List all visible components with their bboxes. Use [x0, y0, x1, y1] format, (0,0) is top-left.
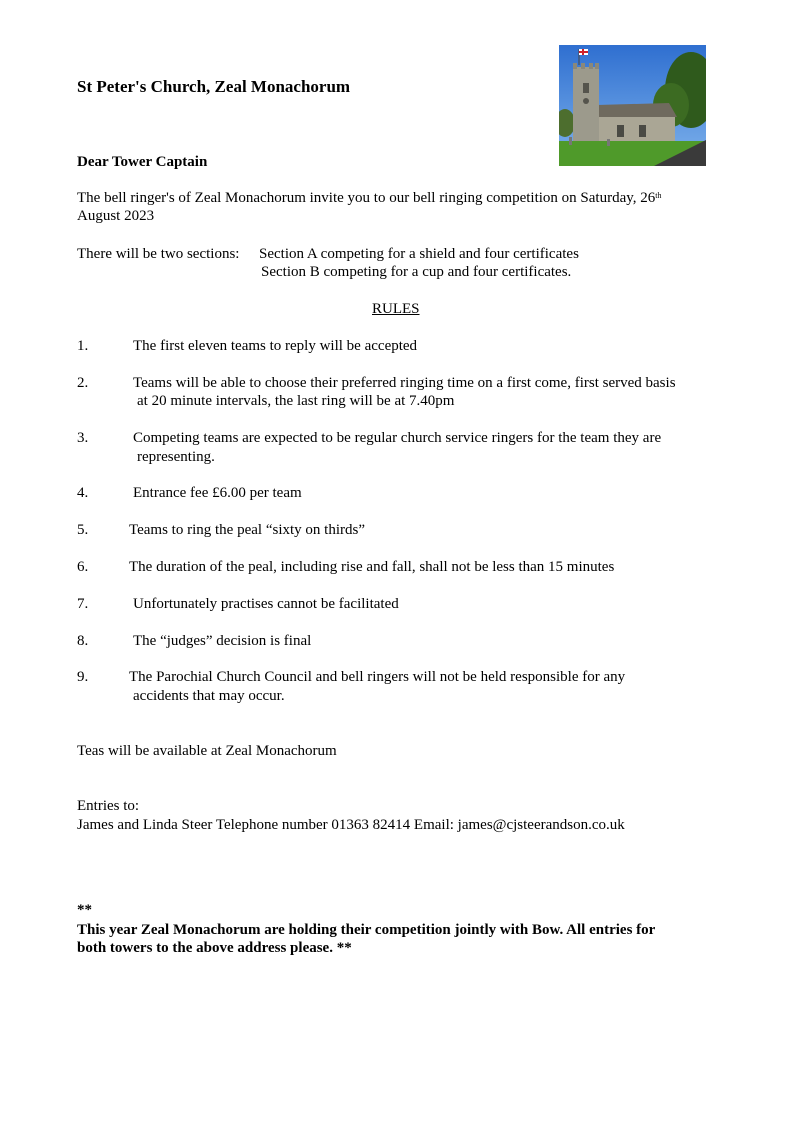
rules-heading: RULES — [372, 301, 420, 317]
intro-line-1 — [77, 189, 662, 207]
rule-number: 3. — [77, 430, 89, 446]
church-photo-icon — [559, 45, 706, 166]
joint-competition-note-continued: both towers to the above address please. ** — [77, 940, 352, 956]
rule-text: The first eleven teams to reply will be accepted — [133, 338, 418, 354]
rule-number: 8. — [77, 633, 89, 649]
rule-text: Entrance fee £6.00 per team — [133, 485, 302, 501]
page-title: St Peter's Church, Zeal Monachorum — [77, 77, 351, 96]
rule-text-continued: accidents that may occur. — [133, 688, 285, 704]
rule-text: Unfortunately practises cannot be facilitated — [133, 596, 399, 612]
rule-number: 1. — [77, 338, 89, 354]
rule-text-continued: at 20 minute intervals, the last ring will be at 7.40pm — [137, 393, 455, 409]
rule-text: The duration of the peal, including rise and fall, shall not be less than 15 minutes — [129, 559, 615, 575]
rule-text: Teams will be able to choose their preferred ringing time on a first come, first served basis — [133, 375, 676, 391]
rule-number: 4. — [77, 485, 89, 501]
section-a: Section A competing for a shield and four certificates — [259, 246, 579, 262]
teas-note: Teas will be available at Zeal Monachorum — [77, 743, 337, 759]
date-suffix: th — [655, 191, 662, 200]
rule-text-continued: representing. — [137, 449, 215, 465]
rule-number: 2. — [77, 375, 89, 391]
rule-number: 9. — [77, 669, 89, 685]
salutation: Dear Tower Captain — [77, 154, 208, 170]
church-photo — [559, 45, 706, 166]
entries-contact: James and Linda Steer Telephone number 01363 82414 Email: james@cjsteerandson.co.uk — [77, 817, 625, 833]
rule-number: 7. — [77, 596, 89, 612]
rule-number: 6. — [77, 559, 89, 575]
rule-text: Competing teams are expected to be regular church service ringers for the team they are — [133, 430, 662, 446]
intro-text: The bell ringer's of Zeal Monachorum invite you to our bell ringing competition on Saturday, 26 — [77, 190, 656, 206]
rule-number: 5. — [77, 522, 89, 538]
section-b: Section B competing for a cup and four certificates. — [261, 264, 572, 280]
rule-text: The Parochial Church Council and bell ringers will not be held responsible for any — [129, 669, 626, 685]
rule-text: Teams to ring the peal “sixty on thirds” — [129, 522, 365, 538]
rule-text: The “judges” decision is final — [133, 633, 312, 649]
joint-competition-note: This year Zeal Monachorum are holding their competition jointly with Bow. All entries for — [77, 922, 656, 938]
intro-line-2: August 2023 — [77, 208, 155, 224]
sections-label: There will be two sections: — [77, 246, 240, 262]
entries-label: Entries to: — [77, 798, 140, 814]
note-marker: ** — [77, 902, 92, 918]
